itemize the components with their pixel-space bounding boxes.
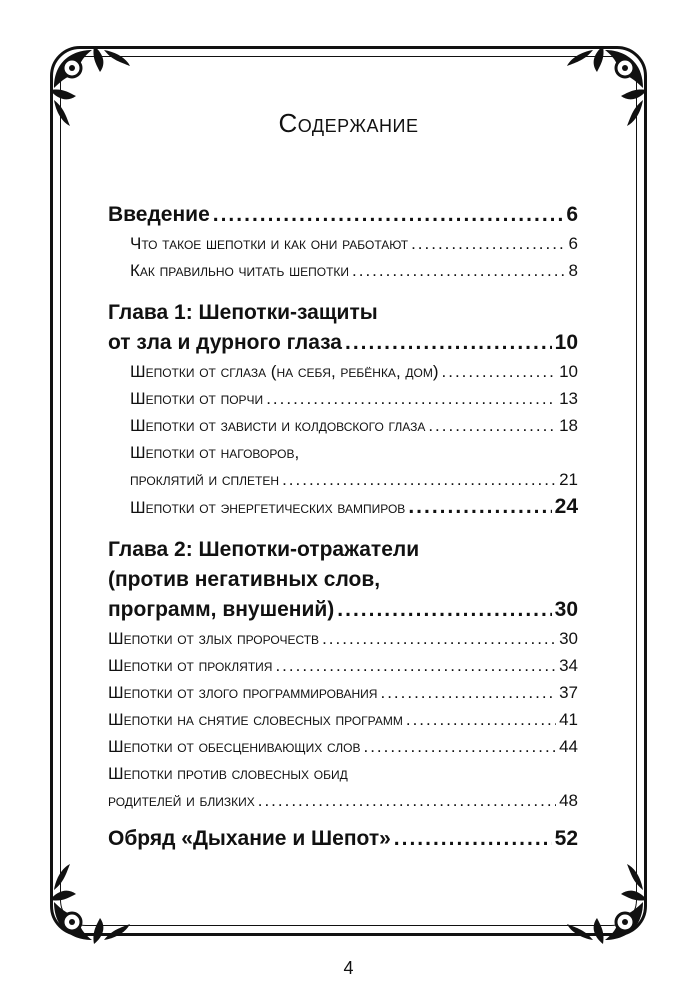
toc-entry-title: Шепотки от злых пророчеств (108, 629, 320, 648)
toc-entry-title: Шепотки от сглаза (на себя, ребёнка, дом) (130, 362, 439, 381)
leader-dots (266, 385, 556, 412)
page-title: Содержание (278, 108, 419, 138)
toc-subentry[interactable] (108, 787, 578, 814)
leader-dots (345, 328, 552, 358)
corner-ornament-icon (543, 840, 653, 950)
page-number: 4 (343, 958, 354, 978)
toc-entry-title: проклятий и сплетен (130, 470, 280, 489)
leader-dots (394, 824, 552, 854)
toc-entry-title: родителей и близких (108, 791, 255, 810)
corner-ornament-icon (44, 840, 154, 950)
leader-dots (442, 358, 557, 385)
toc-entry-page: 6 (566, 203, 578, 226)
toc-subentry[interactable] (108, 412, 578, 439)
toc-entry-title: Шепотки от проклятия (108, 656, 273, 675)
toc-subentry[interactable] (108, 679, 578, 706)
toc-entry-title: программ, внушений) (108, 598, 335, 621)
toc-entry-title: Шепотки от зависти и колдовского глаза (130, 416, 426, 435)
toc-subentry-title-line: Шепотки от наговоров, (130, 443, 300, 462)
toc-entry-title: Что такое шепотки и как они работают (130, 234, 409, 253)
toc-entry-chapter-1[interactable] (108, 328, 578, 358)
leader-dots (282, 466, 556, 493)
leader-dots (408, 493, 551, 520)
toc-entry-title: Шепотки на снятие словесных программ (108, 710, 403, 729)
toc-subentry[interactable] (108, 358, 578, 385)
toc-entry-page: 13 (559, 389, 578, 408)
toc-subentry[interactable] (108, 385, 578, 412)
toc-entry-intro[interactable] (108, 200, 578, 230)
toc-entry-page: 10 (559, 362, 578, 381)
toc-entry-page: 44 (559, 737, 578, 756)
toc-entry-page: 30 (559, 629, 578, 648)
toc-chapter-2-title-line: Глава 2: Шепотки-отражатели (108, 538, 420, 561)
toc-entry-page: 34 (559, 656, 578, 675)
toc-entry-page: 18 (559, 416, 578, 435)
toc-subentry[interactable] (108, 625, 578, 652)
toc-entry-title: от зла и дурного глаза (108, 331, 342, 354)
leader-dots (428, 412, 556, 439)
toc-chapter-2-title-line: (против негативных слов, (108, 568, 381, 591)
toc-entry-page: 24 (554, 495, 578, 518)
toc-entry-page: 21 (559, 470, 578, 489)
leader-dots (258, 787, 556, 814)
toc-subentry[interactable] (108, 230, 578, 257)
toc-entry-page: 30 (554, 598, 578, 621)
leader-dots (380, 679, 556, 706)
leader-dots (213, 200, 564, 230)
table-of-contents (108, 200, 578, 854)
toc-entry-page: 10 (554, 331, 578, 354)
toc-entry-ritual[interactable] (108, 824, 578, 854)
toc-subentry-title-line: Шепотки против словесных обид (108, 764, 348, 783)
toc-entry-title: Шепотки от энергетических вампиров (130, 498, 406, 517)
toc-subentry[interactable] (108, 733, 578, 760)
leader-dots (352, 257, 566, 284)
toc-entry-page: 52 (554, 827, 578, 850)
toc-entry-title: Как правильно читать шепотки (130, 261, 350, 280)
toc-subentry[interactable] (108, 466, 578, 493)
toc-entry-title: Шепотки от злого программирования (108, 683, 378, 702)
toc-subentry[interactable] (108, 652, 578, 679)
leader-dots (411, 230, 565, 257)
toc-entry-page: 6 (568, 234, 578, 253)
toc-chapter-1-title-line: Глава 1: Шепотки-защиты (108, 301, 378, 324)
toc-entry-chapter-2[interactable] (108, 595, 578, 625)
leader-dots (363, 733, 556, 760)
toc-entry-title: Введение (108, 203, 210, 226)
leader-dots (322, 625, 556, 652)
toc-entry-page: 37 (559, 683, 578, 702)
toc-entry-title: Обряд «Дыхание и Шепот» (108, 827, 391, 850)
toc-entry-page: 48 (559, 791, 578, 810)
toc-subentry[interactable] (108, 257, 578, 284)
leader-dots (337, 595, 551, 625)
toc-entry-title: Шепотки от порчи (130, 389, 264, 408)
toc-entry-page: 41 (559, 710, 578, 729)
toc-entry-title: Шепотки от обесценивающих слов (108, 737, 361, 756)
leader-dots (275, 652, 556, 679)
leader-dots (406, 706, 556, 733)
toc-subentry[interactable] (108, 493, 578, 521)
toc-subentry[interactable] (108, 706, 578, 733)
toc-entry-page: 8 (568, 261, 578, 280)
